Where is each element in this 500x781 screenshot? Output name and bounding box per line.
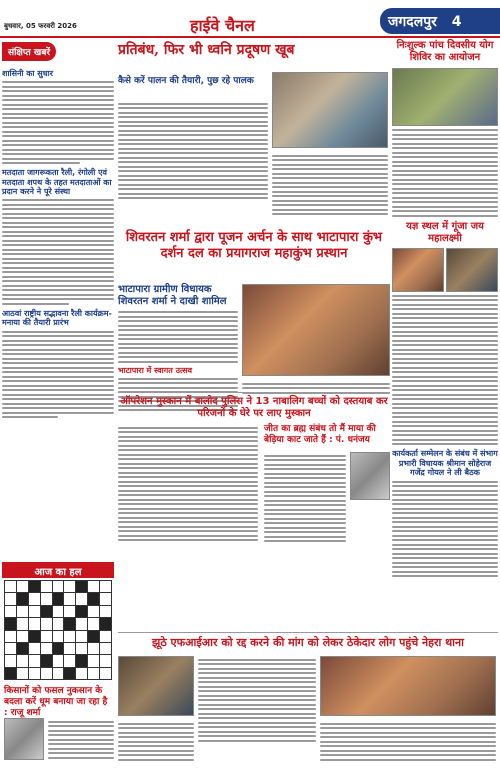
third-headline: ऑपरेशन मुस्कान में बालोद पुलिस ने 13 नाबालिग बच्चों को दस्तयाब कर परिजनों के घेरे पर लाए मुस्कान: [120, 396, 388, 419]
third-side-photo: [350, 452, 390, 500]
bottom-main-photo-1: [118, 656, 194, 716]
lead-body-2: [272, 152, 388, 218]
issue-date: बुधवार, 05 फरवरी 2026: [4, 22, 77, 30]
page-number: 4: [451, 14, 462, 30]
brief-body-2: [2, 199, 114, 305]
brief-body-1: [2, 81, 114, 164]
right-column: [392, 40, 498, 580]
yagya-body: [392, 295, 498, 446]
briefs-head: संक्षिप्त खबरें: [2, 42, 56, 61]
crossword-title: आज का हल: [2, 562, 114, 578]
brief-title-2: मतदाता जागरूकता रैली, रंगोली एवं मतदाता शपथ के तहत मतदाताओं का प्रदान करने ने पूरे संस्था: [2, 168, 112, 197]
yoga-headline: निःशुल्क पांच दिवसीय योग शिविर का आयोजन: [396, 40, 494, 63]
yagya-photo-1: [392, 248, 444, 292]
page-city: जगदलपुर: [388, 14, 437, 30]
lead-headline: प्रतिबंध, फिर भी ध्वनि प्रदूषण खूब: [118, 42, 295, 58]
bottom-left-body: [48, 718, 114, 761]
meeting-body: [392, 481, 498, 578]
second-sub-block: [118, 284, 238, 414]
second-kicker: भाटापारा में स्वागत उत्सव: [118, 365, 193, 375]
lead-subhead: कैसे करें पालन की तैयारी, पुछ रहे पालक: [118, 76, 254, 86]
lead-body-1: [118, 100, 268, 202]
masthead-rule: [0, 36, 500, 38]
yoga-photo: [392, 68, 498, 126]
third-body: [118, 424, 258, 544]
crossword-grid: [4, 580, 112, 680]
lead-photo: [272, 72, 388, 148]
third-side-headline: जीत का ब्रह्म संबंध तो मैं माया की बेड़िया काट जाते हैं : पं. धनंजय: [264, 424, 376, 445]
bottom-main-photo-2: [320, 656, 496, 716]
second-subhead: भाटापारा ग्रामीण विधायक शिवरतन शर्मा ने दाखी शामिल: [118, 284, 227, 307]
second-headline: शिवरतन शर्मा द्वारा पूजन अर्चन के साथ भाटापारा कुंभ दर्शन दल का प्रयागराज महाकुंभ प्रस्थान: [125, 230, 383, 262]
bottom-main-body-1: [198, 656, 316, 744]
section-title: हाईवे चैनल: [190, 16, 255, 35]
brief-body-3: [2, 331, 114, 419]
bottom-main-body-3: [320, 720, 496, 763]
second-story-banner: [118, 230, 390, 280]
brief-title-3: आठवां राष्ट्रीय सद्भावना रैली कार्यक्रम-मनाया की तैयारी प्रारंभ: [2, 308, 112, 328]
divider-1: [118, 392, 390, 393]
brief-title-1: शासिनी का सुधार: [2, 69, 53, 78]
bottom-main-body-2: [118, 720, 194, 763]
briefs-column: [2, 40, 114, 560]
yoga-body: [392, 129, 498, 217]
bottom-left-headline: किसानों को फसल नुकसान के बदला करें धूम बनाया जा रहा है : राजू शर्मा: [4, 686, 108, 718]
bottom-main-headline: झूठे एफआईआर को रद्द करने की मांग को लेकर ठेकेदार लोग पहुंचे नेहरा थाना: [152, 636, 464, 649]
meeting-headline: कार्यकर्ता सम्मेलन के संबंध में संभाग प्रभारी विधायक श्रीमान सोहेराज गजेंद्र गोयल ने ली बैठक: [392, 449, 498, 478]
yagya-headline: यज्ञ स्थल में गूंजा जय महालक्ष्मी: [406, 220, 484, 244]
page-label: [380, 8, 500, 34]
yagya-photo-2: [446, 248, 498, 292]
bottom-left-photo: [4, 718, 44, 760]
second-photo: [242, 284, 390, 376]
divider-2: [118, 632, 498, 633]
third-side-body: [264, 452, 346, 545]
masthead: [0, 0, 500, 36]
second-body: [242, 380, 390, 396]
